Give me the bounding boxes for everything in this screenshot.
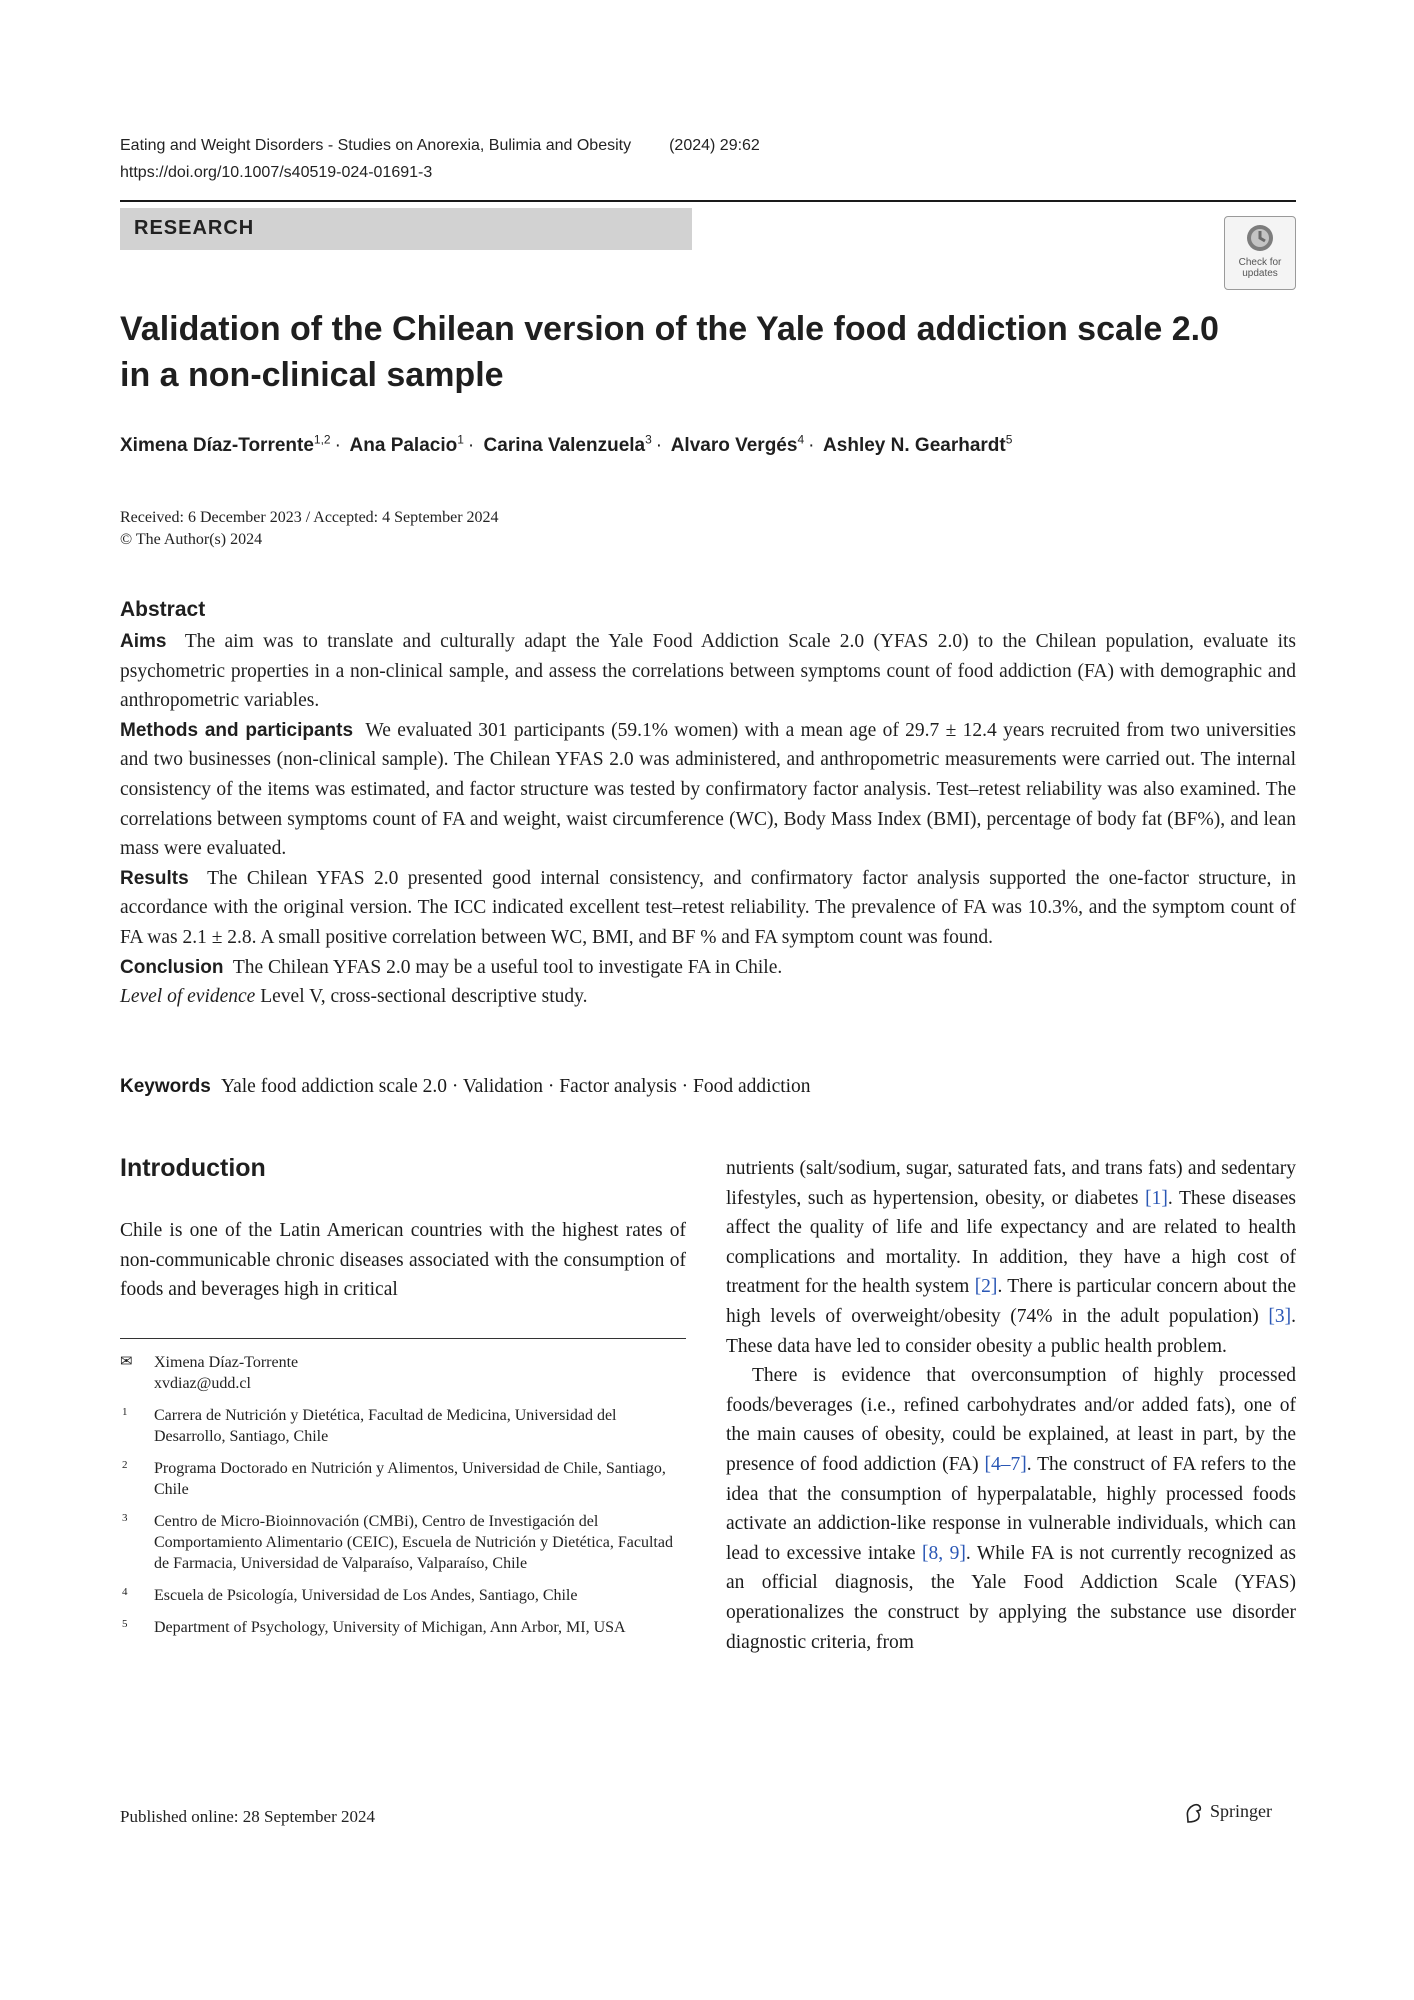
citation-link[interactable]: [8, 9]: [922, 1542, 966, 1564]
abstract-evidence: Level of evidence Level V, cross-sectional descriptive study.: [120, 986, 588, 1008]
footnote-rule: [120, 1338, 686, 1339]
header-rule: [120, 200, 1296, 202]
citation-link[interactable]: [3]: [1268, 1305, 1292, 1327]
author-name[interactable]: Carina Valenzuela$^3$: [483, 433, 652, 457]
springer-horse-icon: [1184, 1802, 1204, 1824]
author-name[interactable]: Ashley N. Gearhardt$^5$: [823, 433, 1013, 457]
article-type-label: RESEARCH: [134, 217, 255, 239]
affiliation: 2 Programa Doctorado en Nutrición y Alimentos, Universidad de Chile, Santiago, Chile: [122, 1459, 666, 1498]
author-name[interactable]: Alvaro Vergés$^4$: [670, 433, 805, 457]
footnotes: [120, 1352, 686, 1649]
envelope-icon: ✉: [120, 1354, 133, 1370]
author-name[interactable]: Ana Palacio$^1$: [349, 433, 464, 457]
abstract-heading: Abstract: [120, 598, 206, 621]
citation-link[interactable]: [2]: [974, 1276, 998, 1298]
affiliation: 1 Carrera de Nutrición y Dietética, Facultad de Medicina, Universidad del Desarrollo, Santiago, Chile: [122, 1406, 617, 1445]
abstract-aims: Aims The aim was to translate and culturally adapt the Yale Food Addiction Scale 2.0 (YFAS 2.0) to the Chilean population, evaluate its psychometric properties in a non-clinical sample, and assess the correlations between symptoms count of food addiction (FA) with demographic and anthropometric variables.: [120, 631, 1296, 712]
affiliation: 5 Department of Psychology, University of Michigan, Ann Arbor, MI, USA: [122, 1618, 626, 1636]
introduction-left-paragraph: Chile is one of the Latin American countries with the highest rates of non-communicable chronic diseases associated with the consumption of foods and beverages high in critical: [120, 1220, 686, 1301]
keywords-label: Keywords: [120, 1076, 211, 1097]
article-type-bar: [120, 208, 692, 250]
published-date: Published online: 28 September 2024: [120, 1807, 375, 1826]
intro-paragraph-2: There is evidence that overconsumption of highly processed foods/beverages (i.e., refined carbohydrates and/or added fats), one of the main causes of obesity, could be explained, at least in part, by the presence of food addiction (FA) [4–7]. The construct of FA refers to the idea that the consumption of hyperpalatable, highly processed foods activate an addiction-like response in vulnerable individuals, which can lead to excessive intake [8, 9]. While FA is not currently recognized as an official diagnosis, the Yale Food Addiction Scale (YFAS) operationalizes the construct by applying the substance use disorder diagnostic criteria, from: [726, 1365, 1297, 1653]
check-updates-icon: [1245, 223, 1275, 253]
abstract-methods: Methods and participants We evaluated 301 participants (59.1% women) with a mean age of 29.7 ± 12.4 years recruited from two universities and two businesses (non-clinical sample). The Chilean YFAS 2.0 was administered, and anthropometric measurements were carried out. The internal consistency of the items was estimated, and factor structure was tested by confirmatory factor analysis. Test–retest reliability was also examined. The correlations between symptoms count of FA and weight, waist circumference (WC), Body Mass Index (BMI), percentage of body fat (BF%), and lean mass were evaluated.: [120, 719, 1296, 860]
author-list: Ximena Díaz-Torrente$^{1,2}$ · Ana Palacio$^1$ · Carina Valenzuela$^3$ · Alvaro Vergés$^4$ · Ashley N. Gearhardt$^5$: [120, 433, 1013, 457]
introduction-right-column: [726, 1154, 1296, 1657]
article-dates: [120, 507, 499, 551]
corresponding-email[interactable]: xvdiaz@udd.cl: [154, 1375, 251, 1392]
affiliation: 4 Escuela de Psicología, Universidad de Los Andes, Santiago, Chile: [122, 1586, 578, 1604]
abstract-section: [120, 595, 1296, 1012]
citation-link[interactable]: [1]: [1145, 1187, 1168, 1209]
journal-header: [120, 137, 760, 155]
affiliation: 3 Centro de Micro-Bioinnovación (CMBi), Centro de Investigación del Comportamiento Alimentario (CEIC), Escuela de Nutrición y Dietética, Facultad de Farmacia, Universidad de Valparaíso, Valparaíso, Chile: [122, 1512, 673, 1572]
check-for-updates-button[interactable]: [1224, 216, 1296, 290]
abstract-results: Results The Chilean YFAS 2.0 presented good internal consistency, and confirmatory factor analysis supported the one-factor structure, in accordance with the original version. The ICC indicated excellent test–retest reliability. The prevalence of FA was 10.3%, and the symptom count of FA was 2.1 ± 2.8. A small positive correlation between WC, BMI, and BF % and FA symptom count was found.: [120, 867, 1296, 948]
publisher-logo: [1184, 1801, 1272, 1824]
introduction-heading: Introduction: [120, 1154, 266, 1182]
abstract-conclusion: Conclusion The Chilean YFAS 2.0 may be a useful tool to investigate FA in Chile.: [120, 956, 783, 978]
citation-link[interactable]: [4–7]: [984, 1453, 1027, 1475]
author-name[interactable]: Ximena Díaz-Torrente$^{1,2}$: [120, 433, 331, 457]
corresponding-author: ✉ Ximena Díaz-Torrente xvdiaz@udd.cl: [120, 1352, 686, 1394]
keywords: [120, 1072, 1296, 1102]
publisher-name: Springer: [1210, 1801, 1272, 1821]
received-accepted: Received: 6 December 2023 / Accepted: 4 September 2024: [120, 509, 499, 526]
journal-name: Eating and Weight Disorders - Studies on Anorexia, Bulimia and Obesity: [120, 137, 632, 154]
doi-link[interactable]: https://doi.org/10.1007/s40519-024-01691-3: [120, 164, 433, 181]
intro-paragraph-1: nutrients (salt/sodium, sugar, saturated fats, and trans fats) and sedentary lifestyles, such as hypertension, obesity, or diabetes [1]. These diseases affect the quality of life and life expectancy and are related to health complications and mortality. In addition, they have a high cost of treatment for the health system [2]. There is particular concern about the high levels of overweight/obesity (74% in the adult population) [3]. These data have led to consider obesity a public health problem.: [726, 1158, 1297, 1357]
check-updates-label: Check for updates: [1238, 257, 1282, 279]
keywords-list: Yale food addiction scale 2.0 · Validation · Factor analysis · Food addiction: [220, 1076, 811, 1097]
copyright: © The Author(s) 2024: [120, 531, 263, 548]
article-title: Validation of the Chilean version of the Yale food addiction scale 2.0 in a non-clinical sample: [120, 310, 1219, 394]
journal-volume: (2024) 29:62: [669, 137, 760, 154]
